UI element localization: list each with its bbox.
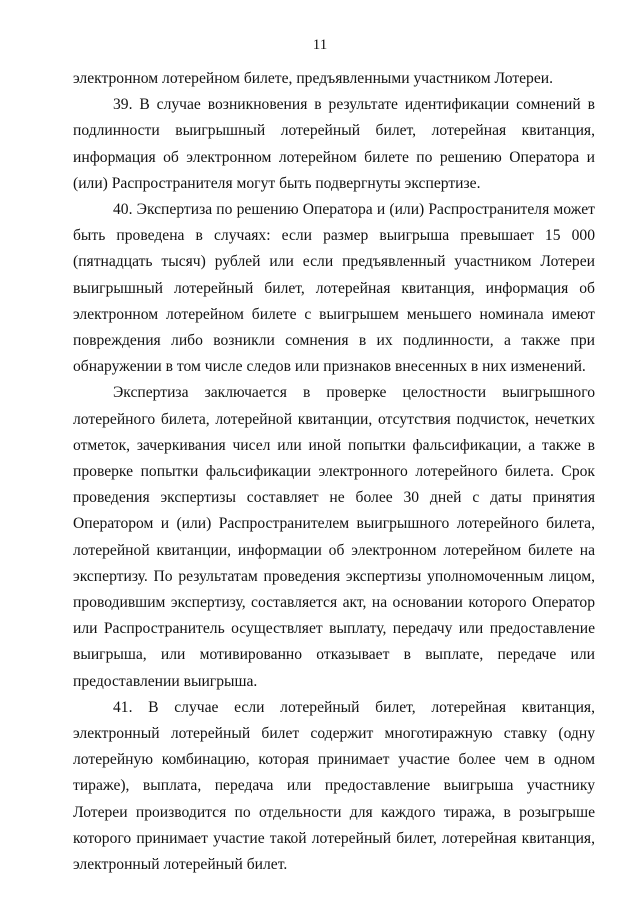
page-number: 11: [312, 37, 328, 53]
paragraph-item-39: 39. В случае возникновения в результате идентификации сомнений в подлинности выигрышный лотерейный билет, лотерейная квитанция, информация об электронном лотерейном билете по решению Оператора и (или) Распространителя могут быть подвергнуты экспертизе.: [73, 96, 595, 192]
document-body: [73, 66, 595, 878]
paragraph-expertise-description: Экспертиза заключается в проверке целостности выигрышного лотерейного билета, лотерейной квитанции, отсутствия подчисток, нечетких отметок, зачеркивания чисел или иной попытки фальсификации, а также в проверке попытки фальсификации электронного лотерейного билета. Срок проведения экспертизы составляет не более 30 дней с даты принятия Оператором и (или) Распространителем выигрышного лотерейного билета, лотерейной квитанции, информации об электронном лотерейном билете на экспертизу. По результатам проведения экспертизы уполномоченным лицом, проводившим экспертизу, составляется акт, на основании которого Оператор или Распространитель осуществляет выплату, передачу или предоставление выигрыша, или мотивированно отказывает в выплате, передаче или предоставлении выигрыша.: [73, 384, 595, 690]
paragraph-item-40: 40. Экспертиза по решению Оператора и (или) Распространителя может быть проведена в случаях: если размер выигрыша превышает 15 000 (пятнадцать тысяч) рублей или если предъявленный участником Лотереи выигрышный лотерейный билет, лотерейная квитанция, информация об электронном лотерейном билете с выигрышем меньшего номинала имеют повреждения либо возникли сомнения в их подлинности, а также при обнаружении в том числе следов или признаков внесенных в них изменений.: [73, 201, 595, 376]
paragraph-continuation: электронном лотерейном билете, предъявленными участником Лотереи.: [73, 70, 554, 87]
paragraph-item-41: 41. В случае если лотерейный билет, лотерейная квитанция, электронный лотерейный билет содержит многотиражную ставку (одну лотерейную комбинацию, которая принимает участие более чем в одном тираже), выплата, передача или предоставление выигрыша участнику Лотереи производится по отдельности для каждого тиража, в розыгрыше которого принимает участие такой лотерейный билет, лотерейная квитанция, электронный лотерейный билет.: [73, 698, 595, 874]
